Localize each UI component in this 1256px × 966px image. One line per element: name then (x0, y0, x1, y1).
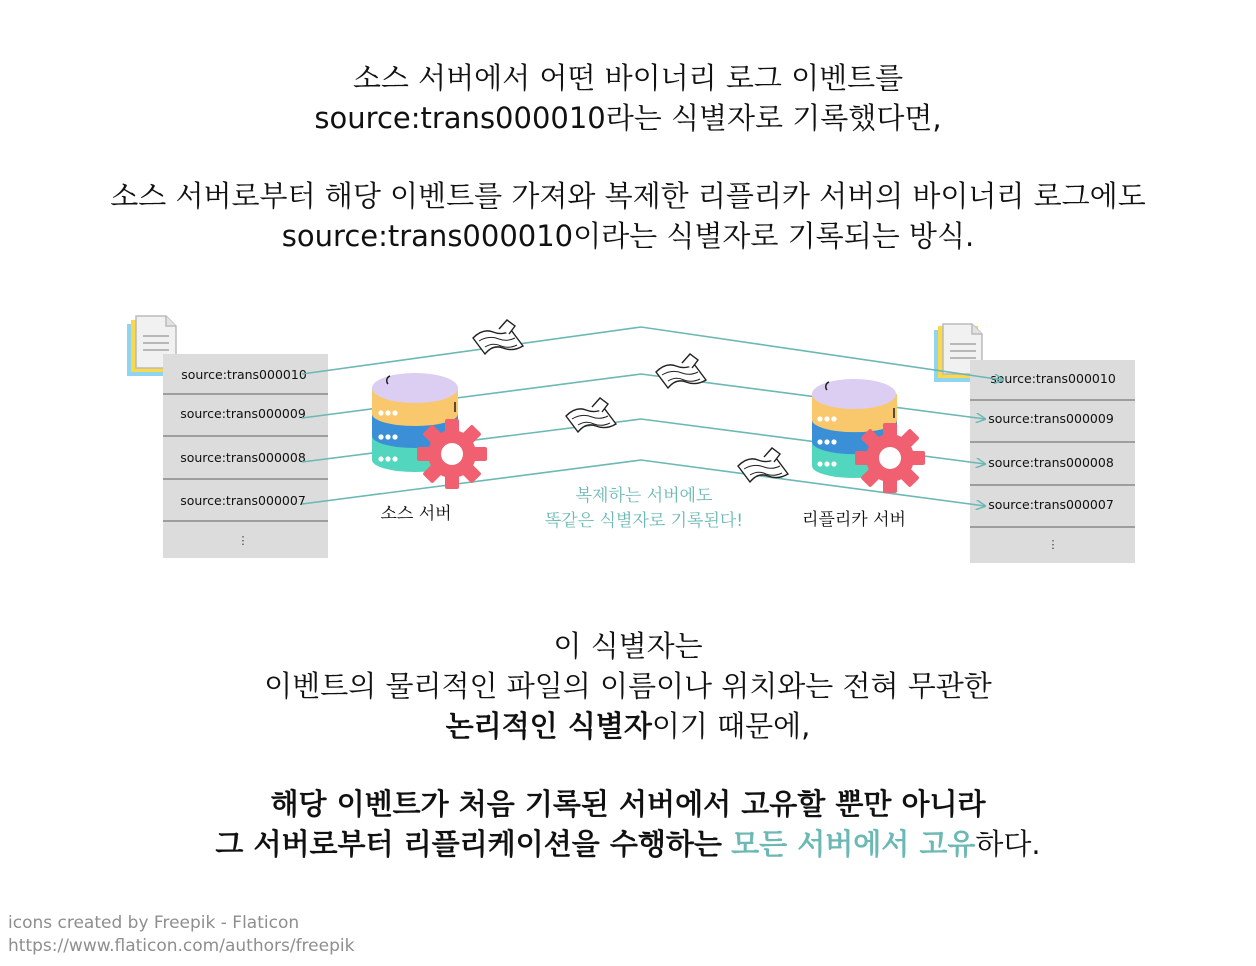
replica-binlog-table (970, 360, 1135, 563)
source-server-gear-icon (417, 419, 487, 489)
conclusion-line-5 (0, 824, 1256, 864)
source-log-row-2: source:trans000009 (180, 406, 306, 421)
intro-line-2: source:trans000010라는 식별자로 기록했다면, (314, 101, 942, 135)
paper-icon (656, 354, 706, 388)
intro-text-block-2 (0, 176, 1256, 256)
paper-icon (473, 320, 523, 354)
credits-line-1: icons created by Freepik - Flaticon (8, 913, 300, 933)
replica-server-label: 리플리카 서버 (802, 510, 906, 530)
paper-icon (566, 398, 616, 432)
replica-log-row-1: source:trans000010 (990, 371, 1116, 386)
unique-across-servers-emphasis: 모든 서버에서 고유 (731, 827, 976, 861)
conclusion-line-3 (0, 706, 1256, 746)
replication-note-line-1: 복제하는 서버에도 (575, 486, 713, 506)
intro-line-1: 소스 서버에서 어떤 바이너리 로그 이벤트를 (352, 61, 904, 95)
logical-identifier-emphasis: 논리적인 식별자 (445, 709, 652, 743)
conclusion-text-block-1 (0, 626, 1256, 746)
replication-note-line-2: 똑같은 식별자로 기록된다! (544, 511, 744, 531)
conclusion-line-5-bold: 그 서버로부터 리플리케이션을 수행하는 (215, 827, 722, 861)
credits-line-2: https://www.flaticon.com/authors/freepik (8, 936, 355, 956)
conclusion-line-3-rest: 이기 때문에, (651, 709, 811, 743)
conclusion-line-5-rest: 하다. (975, 827, 1041, 861)
replica-server-gear-icon (855, 423, 925, 493)
replica-log-row-2: source:trans000009 (988, 411, 1114, 426)
replica-log-row-3: source:trans000008 (988, 455, 1114, 470)
replica-log-row-5: ⋮ (1047, 538, 1059, 551)
intro-text-block-1 (0, 58, 1256, 138)
icon-credits (8, 912, 354, 958)
conclusion-line-1: 이 식별자는 (553, 629, 703, 663)
conclusion-line-4-bold: 해당 이벤트가 처음 기록된 서버에서 고유할 뿐만 아니라 (270, 787, 986, 821)
replication-diagram (0, 300, 1256, 590)
conclusion-line-4 (0, 784, 1256, 824)
source-binlog-table (163, 354, 328, 558)
source-log-row-4: source:trans000007 (180, 493, 306, 508)
conclusion-text-block-2 (0, 784, 1256, 864)
intro-line-3: 소스 서버로부터 해당 이벤트를 가져와 복제한 리플리카 서버의 바이너리 로그에도 (110, 179, 1146, 213)
conclusion-line-2: 이벤트의 물리적인 파일의 이름이나 위치와는 전혀 무관한 (264, 669, 992, 703)
source-log-row-3: source:trans000008 (180, 450, 306, 465)
replica-log-row-4: source:trans000007 (988, 497, 1114, 512)
source-server-label: 소스 서버 (380, 504, 452, 524)
source-log-row-5: ⋮ (237, 534, 249, 547)
replication-line-1 (302, 327, 1003, 380)
intro-line-4: source:trans000010이라는 식별자로 기록되는 방식. (281, 219, 975, 253)
source-log-row-1: source:trans000010 (181, 367, 307, 382)
